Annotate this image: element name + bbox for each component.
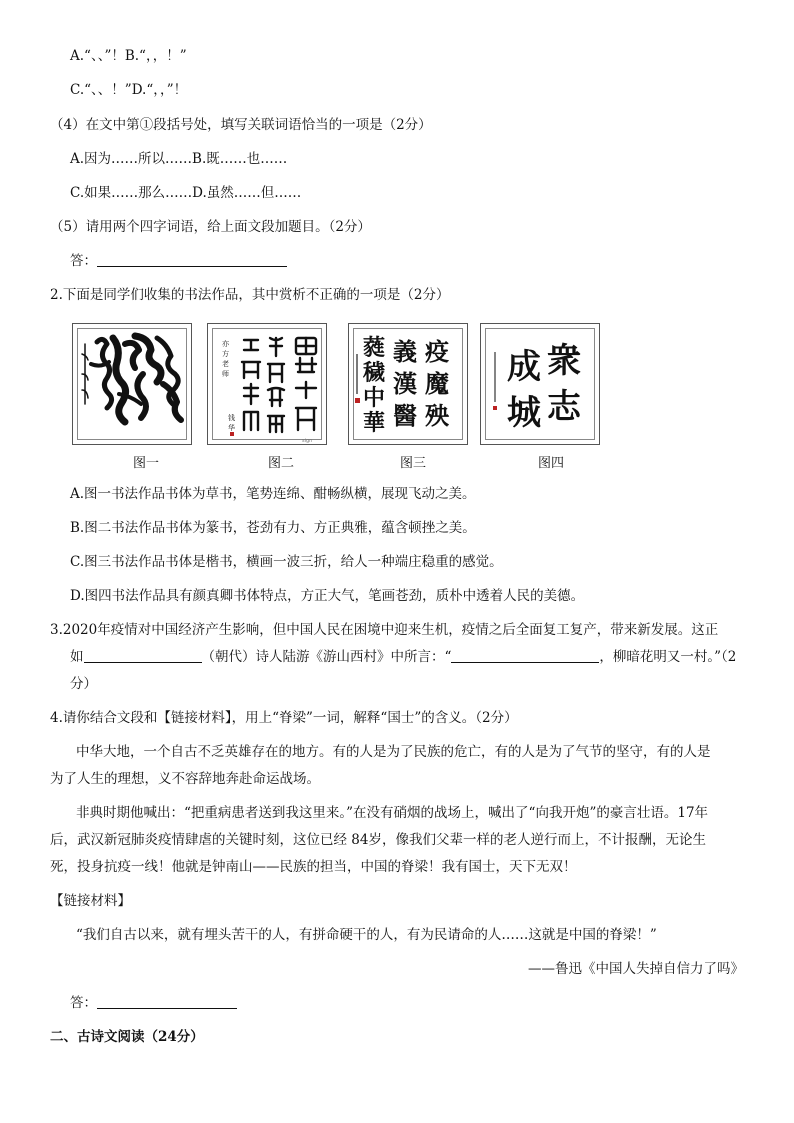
question-4-option-cd: C.如果……那么……D.虽然……但……	[70, 185, 302, 201]
passage-paragraph-1-line-1: 中华大地，一个自古不乏英雄存在的地方。有的人是为了民族的危亡，有的人是为了气节的坚守，有的人是	[76, 744, 711, 760]
svg-text:sign: sign	[302, 438, 313, 444]
question-3-line-2	[70, 647, 736, 667]
option-line-cd: C.“、、！”D.“，，”！	[70, 82, 188, 98]
question-2-option-c: C.图三书法作品书体是楷书，横画一波三折，给人一种端庄稳重的感觉。	[70, 554, 503, 570]
link-material-title: 【链接材料】	[50, 893, 131, 909]
fig4-column-right	[547, 338, 587, 430]
question-4-stem: （4）在文中第①段括号处，填写关联词语恰当的一项是（2分）	[50, 117, 432, 133]
calligraphy-figure-2	[207, 323, 327, 445]
fig3-char: 魔	[425, 369, 449, 398]
svg-text:方: 方	[222, 350, 229, 358]
answer-blank[interactable]	[97, 994, 237, 1009]
fig3-char: 中	[363, 385, 386, 411]
fig3-char: 殃	[425, 401, 449, 430]
cursive-calligraphy-image	[73, 324, 193, 446]
question-4-option-ab: A.因为……所以……B.既……也……	[70, 151, 288, 167]
passage-paragraph-2-line-3: 死，投身抗疫一线！他就是钟南山——民族的担当，中国的脊梁！我有国士，天下无双！	[50, 859, 577, 875]
calligraphy-figure-4	[480, 323, 600, 445]
fig3-char: 穢	[363, 360, 386, 386]
svg-text:钱: 钱	[228, 414, 235, 422]
svg-text:老: 老	[222, 360, 229, 368]
fig4-char: 志	[547, 387, 581, 427]
option-line-ab: A.“、、”！B.“，，！”	[70, 48, 187, 64]
passage-paragraph-2-line-2: 后，武汉新冠肺炎疫情肆虐的关键时刻，这位已经 84岁，像我们父辈一样的老人逆行而上，不计报酬，无论生	[50, 832, 706, 848]
calligraphy-figure-3	[348, 323, 468, 445]
question-5-stem: （5）请用两个四字词语，给上面文段加题目。（2分）	[50, 219, 371, 235]
caption-figure-1: 图一	[132, 456, 159, 471]
fig3-char: 義	[393, 337, 417, 366]
fig4-char: 衆	[547, 341, 581, 381]
svg-text:华: 华	[228, 424, 235, 432]
section-heading-ancient-poetry: 二、古诗文阅读（24分）	[50, 1029, 204, 1045]
fig3-char: 蕤	[363, 335, 386, 361]
question-2-option-d: D.图四书法作品具有颜真卿书体特点，方正大气，笔画苍劲，质朴中透着人民的美德。	[70, 588, 585, 604]
link-material-quote: “我们自古以来，就有埋头苦干的人，有拼命硬干的人，有为民请命的人……这就是中国的脊梁！”	[76, 927, 657, 943]
caption-figure-2: 图二	[267, 456, 294, 471]
question-2-stem: 2.下面是同学们收集的书法作品，其中赏析不正确的一项是（2分）	[50, 287, 450, 303]
passage-paragraph-2-line-1: 非典时期他喊出：“把重病患者送到我这里来。”在没有硝烟的战场上，喊出了“向我开炮”的豪言壮语。17年	[76, 805, 709, 821]
fig3-column-right	[425, 336, 455, 432]
fig3-char: 醫	[393, 401, 417, 430]
poem-line-blank[interactable]	[451, 648, 599, 663]
fig4-char: 成	[507, 347, 541, 387]
answer-blank[interactable]	[97, 252, 287, 267]
text-fragment: 如	[70, 649, 84, 665]
svg-text:亦: 亦	[222, 340, 229, 348]
caption-figure-4: 图四	[537, 456, 564, 471]
fig3-column-middle	[393, 336, 423, 432]
text-fragment: ，柳暗花明又一村。”（2	[599, 649, 737, 665]
question-2-option-b: B.图二书法作品书体为篆书，苍劲有力、方正典雅，蕴含顿挫之美。	[70, 520, 476, 536]
dynasty-blank[interactable]	[84, 648, 202, 663]
question-3-line-3: 分）	[70, 676, 97, 692]
answer-label: 答：	[70, 995, 97, 1011]
svg-text:师: 师	[222, 370, 229, 378]
text-fragment: （朝代）诗人陆游《游山西村》中所言：“	[201, 649, 452, 665]
fig3-char: 疫	[425, 337, 449, 366]
calligraphy-figure-1	[72, 323, 192, 445]
fig3-column-left	[363, 336, 393, 436]
fig4-column-left	[507, 344, 547, 436]
fig3-char: 漢	[393, 369, 417, 398]
question-2-option-a: A.图一书法作品书体为草书，笔势连绵、酣畅纵横，展现飞动之美。	[70, 486, 476, 502]
question-3-line-1: 3.2020年疫情对中国经济产生影响，但中国人民在困境中迎来生机，疫情之后全面复工复产，带来新发展。这正	[50, 622, 719, 638]
question-4b-answer	[70, 993, 237, 1013]
fig3-char: 華	[363, 410, 386, 436]
caption-figure-3: 图三	[399, 456, 426, 471]
link-material-source: ——鲁迅《中国人失掉自信力了吗》	[528, 961, 744, 977]
question-4b-stem: 4.请你结合文段和【链接材料】，用上“脊梁”一词，解释“国士”的含义。（2分）	[50, 710, 518, 726]
fig4-char: 城	[507, 393, 541, 433]
question-5-answer	[70, 251, 287, 271]
seal-script-calligraphy-image	[208, 324, 328, 446]
answer-label: 答：	[70, 253, 97, 269]
passage-paragraph-1-line-2: 为了人生的理想，义不容辞地奔赴命运战场。	[50, 771, 320, 787]
